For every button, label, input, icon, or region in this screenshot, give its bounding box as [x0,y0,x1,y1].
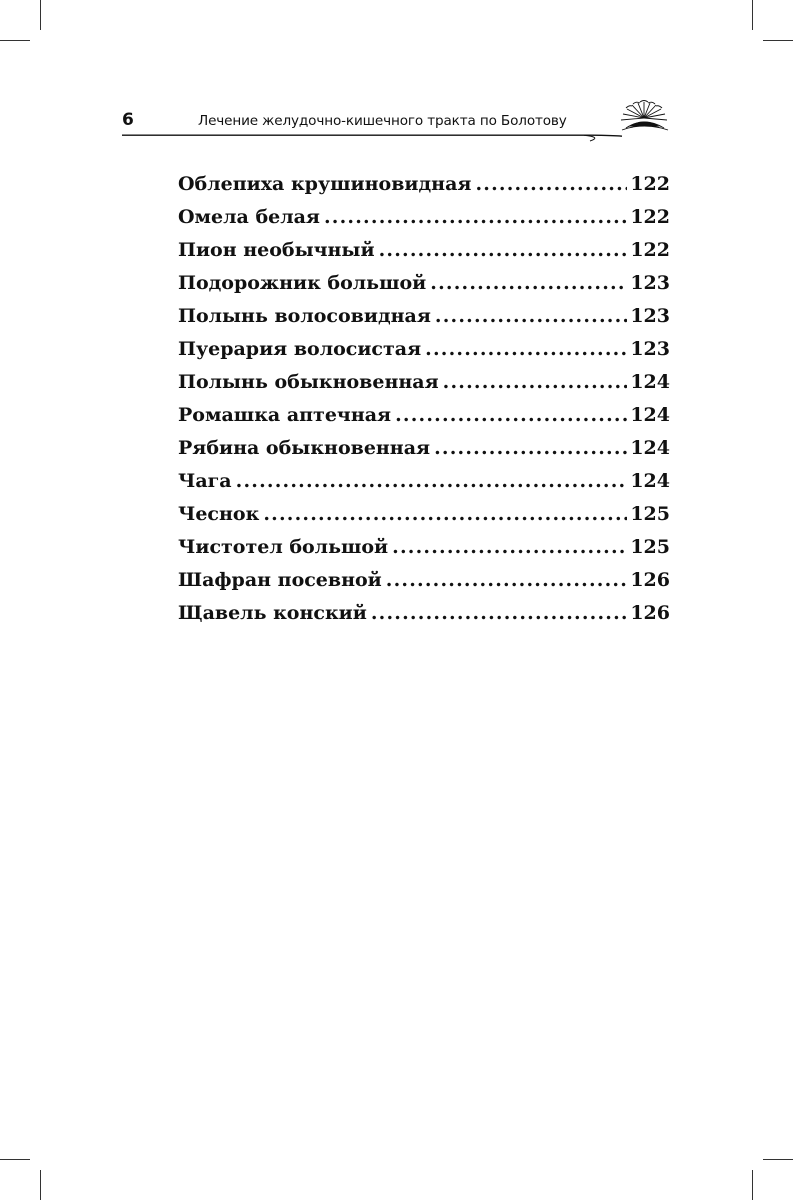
toc-entry [178,335,670,368]
toc-entry-title: Облепиха крушиновидная [178,173,472,195]
dot-leader [324,203,627,231]
toc-entry [178,269,670,302]
crop-mark-bottom-left-vertical [40,1170,41,1200]
toc-entry-page: 125 [630,536,670,558]
toc-entry-page: 123 [630,338,670,360]
toc-entry [178,533,670,566]
sunflower-ornament-icon [618,98,670,134]
toc-entry-page: 126 [630,602,670,624]
toc-entry-title: Чистотел большой [178,536,389,558]
toc-entry-title: Рябина обыкновенная [178,437,431,459]
toc-entry-page: 123 [630,305,670,327]
dot-leader [425,335,627,363]
dot-leader [443,368,628,396]
dot-leader [395,401,627,429]
toc-entry [178,401,670,434]
toc-entry-page: 124 [630,404,670,426]
toc-entry-page: 124 [630,437,670,459]
toc-entry-page: 124 [630,371,670,393]
dot-leader [236,467,628,495]
toc-entry [178,467,670,500]
toc-entry-page: 125 [630,503,670,525]
toc-entry-page: 123 [630,272,670,294]
toc-entry-title: Щавель конский [178,602,367,624]
dot-leader [386,566,628,594]
toc-entry-title: Пион необычный [178,239,375,261]
crop-mark-top-left-vertical [40,0,41,30]
toc-entry [178,236,670,269]
toc-entry-page: 124 [630,470,670,492]
dot-leader [371,599,627,627]
toc-entry-page: 122 [630,206,670,228]
toc-entry-title: Полынь волосовидная [178,305,431,327]
toc-entry-page: 122 [630,239,670,261]
toc-entry-title: Пуерария волосистая [178,338,422,360]
crop-mark-bottom-right-vertical [752,1170,753,1200]
toc-entry-page: 122 [630,173,670,195]
crop-mark-bottom-left-horizontal [0,1159,30,1160]
toc-entry-title: Чага [178,470,232,492]
toc-entry [178,599,670,632]
dot-leader [435,302,627,330]
dot-leader [263,500,627,528]
book-title: Лечение желудочно-кишечного тракта по Болотову [198,113,567,129]
toc-entry-title: Шафран посевной [178,569,382,591]
toc-entry-title: Чеснок [178,503,260,525]
toc-entry [178,170,670,203]
toc-entry [178,566,670,599]
toc-entry [178,368,670,401]
toc-entry [178,203,670,236]
page-number: 6 [122,110,134,130]
header-rule [122,134,670,142]
toc-entry-title: Ромашка аптечная [178,404,392,426]
crop-mark-top-right-vertical [752,0,753,30]
crop-mark-top-right-horizontal [763,40,793,41]
dot-leader [379,236,628,264]
crop-mark-bottom-right-horizontal [763,1159,793,1160]
crop-mark-top-left-horizontal [0,40,30,41]
toc-entry-title: Подорожник большой [178,272,427,294]
toc-entry-title: Полынь обыкновенная [178,371,439,393]
dot-leader [475,170,627,198]
running-head [122,98,670,142]
toc-entry [178,500,670,533]
dot-leader [392,533,627,561]
toc-entry-page: 126 [630,569,670,591]
table-of-contents [178,170,670,632]
toc-entry-title: Омела белая [178,206,320,228]
toc-entry [178,434,670,467]
dot-leader [434,434,627,462]
toc-entry [178,302,670,335]
dot-leader [430,269,627,297]
